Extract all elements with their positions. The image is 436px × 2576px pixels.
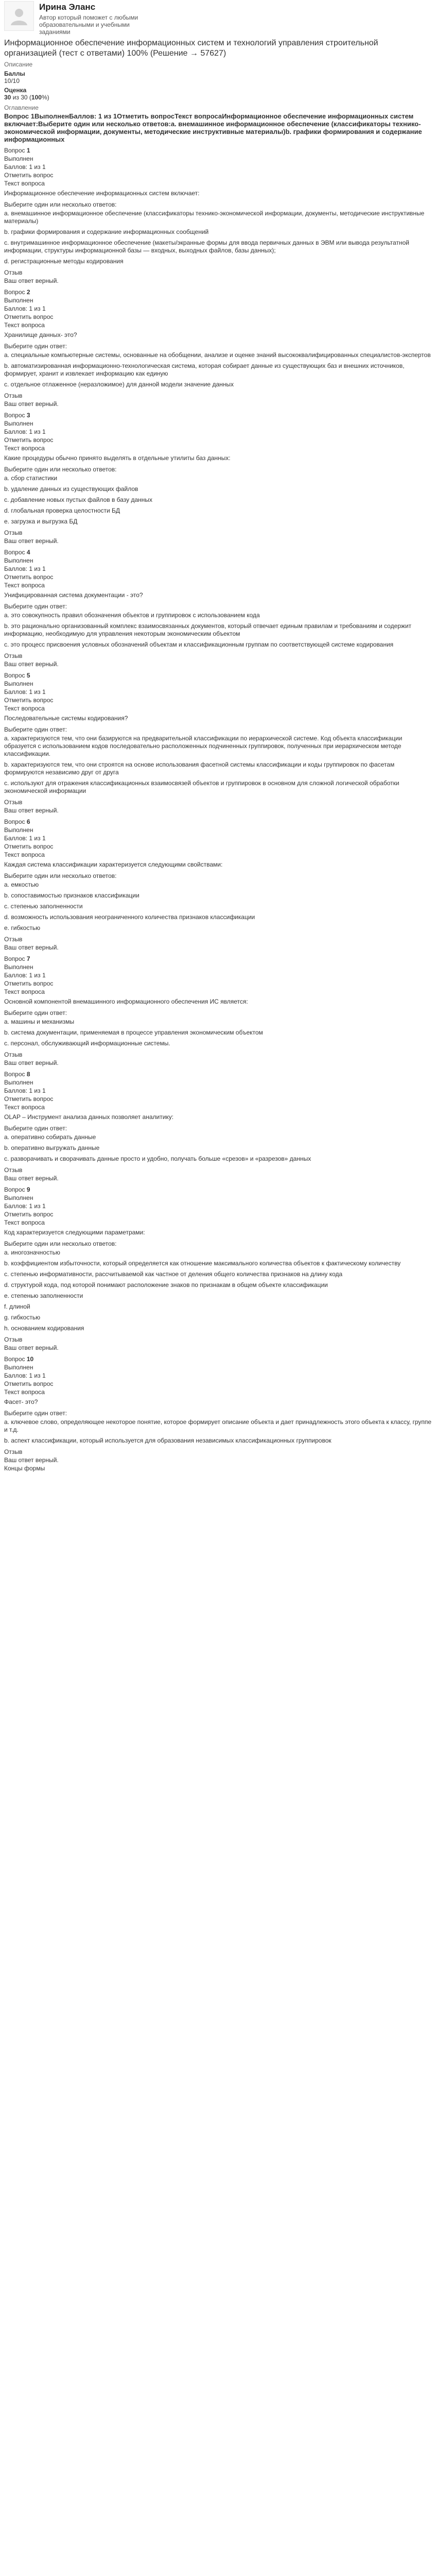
- feedback-text: Ваш ответ верный.: [4, 1175, 59, 1182]
- flag-question-link[interactable]: Отметить вопрос: [4, 172, 54, 179]
- question-number-label: Вопрос: [4, 818, 27, 825]
- answer-option[interactable]: c. внутримашинное информационное обеспечение (макеты/экранные формы для ввода первичных данных в ЭВМ или вывода результатной информации, структуры информационной базы — входных, выходных файлов, базы данных);: [4, 239, 409, 254]
- grade-value: 30 из 30 (100%): [4, 94, 49, 101]
- user-icon: [9, 6, 29, 26]
- answer-option[interactable]: d. глобальная проверка целостности БД: [4, 507, 120, 514]
- question-points: Баллов: 1 из 1: [4, 1372, 46, 1379]
- question-text-label: Текст вопроса: [4, 1104, 45, 1111]
- question-block: [4, 146, 432, 285]
- answer-prompt: Выберите один ответ:: [4, 1009, 67, 1016]
- question-text: Каждая система классификации характеризуется следующими свойствами:: [4, 861, 223, 868]
- question-block: [4, 1185, 432, 1352]
- question-text-label: Текст вопроса: [4, 1388, 45, 1396]
- question-points: Баллов: 1 из 1: [4, 835, 46, 842]
- feedback-label: Отзыв: [4, 799, 23, 806]
- toc-label: Оглавление: [4, 104, 39, 111]
- answer-option[interactable]: c. разворачивать и сворачивать данные просто и удобно, получать больше «срезов» и «разрезов» данных: [4, 1155, 311, 1162]
- question-text: Какие процедуры обычно принято выделять в отдельные утилиты баз данных:: [4, 454, 231, 462]
- question-block: [4, 955, 432, 1067]
- feedback-text: Ваш ответ верный.: [4, 660, 59, 668]
- answer-option[interactable]: a. емкостью: [4, 881, 39, 888]
- answer-option[interactable]: c. это процесс присвоения условных обозначений объектам и классификационным группам по соответствующей системе кодирования: [4, 641, 394, 648]
- question-number: [4, 1355, 432, 1363]
- answer-option[interactable]: b. сопоставимостью признаков классификации: [4, 892, 139, 899]
- answer-option[interactable]: b. система документации, применяемая в процессе управления экономическим объектом: [4, 1029, 263, 1036]
- question-status: Выполнен: [4, 420, 33, 427]
- question-points: Баллов: 1 из 1: [4, 565, 46, 572]
- question-status: Выполнен: [4, 1194, 33, 1201]
- question-number-value: 1: [26, 147, 30, 154]
- question-text-label: Текст вопроса: [4, 851, 45, 858]
- answer-prompt: Выберите один или несколько ответов:: [4, 466, 117, 473]
- answer-option[interactable]: a. оперативно собирать данные: [4, 1133, 96, 1141]
- question-block: [4, 818, 432, 952]
- question-number: [4, 818, 432, 826]
- question-text-label: Текст вопроса: [4, 705, 45, 712]
- answer-option[interactable]: b. это рационально организованный комплекс взаимосвязанных документов, который отвечает единым правилам и требованиям и содержит информацию, необходимую для управления некоторым экономическим объектом: [4, 622, 412, 637]
- question-number-label: Вопрос: [4, 955, 27, 962]
- answer-option[interactable]: d. возможность использования неограниченного количества признаков классификации: [4, 913, 255, 921]
- question-text-label: Текст вопроса: [4, 180, 45, 187]
- question-text: Последовательные системы кодирования?: [4, 715, 128, 722]
- answer-option[interactable]: c. степенью информативности, рассчитываемой как частное от деления общего количества признаков на длину кода: [4, 1270, 343, 1278]
- question-number: [4, 548, 432, 556]
- answer-option[interactable]: a. ключевое слово, определяющее некоторое понятие, которое формирует описание объекта и дает принадлежность этого объекта к классу, группе и т.д.: [4, 1418, 432, 1433]
- answer-prompt: Выберите один ответ:: [4, 1410, 67, 1417]
- question-text-label: Текст вопроса: [4, 1219, 45, 1226]
- score-value: 10/10: [4, 77, 20, 84]
- question-number-value: 7: [26, 955, 30, 962]
- answer-option[interactable]: b. оперативно выгружать данные: [4, 1144, 100, 1151]
- question-number-label: Вопрос: [4, 412, 27, 419]
- flag-question-link[interactable]: Отметить вопрос: [4, 313, 54, 320]
- answer-option[interactable]: b. автоматизированная информационно-технологическая система, которая собирает данные из существующих баз и внешних источников, формирует, хранит и извлекает информацию как единую: [4, 362, 405, 377]
- answer-option[interactable]: c. добавление новых пустых файлов в базу данных: [4, 496, 153, 503]
- question-block: [4, 288, 432, 408]
- feedback-text: Ваш ответ верный.: [4, 277, 59, 284]
- flag-question-link[interactable]: Отметить вопрос: [4, 980, 54, 987]
- question-number-value: 10: [26, 1355, 34, 1363]
- answer-option[interactable]: e. гибкостью: [4, 924, 41, 931]
- question-status: Выполнен: [4, 963, 33, 971]
- question-number: [4, 1185, 432, 1194]
- question-number-label: Вопрос: [4, 147, 27, 154]
- flag-question-link[interactable]: Отметить вопрос: [4, 843, 54, 850]
- question-status: Выполнен: [4, 680, 33, 687]
- answer-option[interactable]: h. основанием кодирования: [4, 1325, 84, 1332]
- question-number-value: 5: [26, 672, 30, 679]
- question-number: [4, 146, 432, 155]
- question-number-label: Вопрос: [4, 549, 27, 556]
- question-block: [4, 671, 432, 815]
- question-block: [4, 1070, 432, 1182]
- author-block: [4, 0, 432, 34]
- question-points: Баллов: 1 из 1: [4, 1202, 46, 1210]
- question-text-label: Текст вопроса: [4, 321, 45, 329]
- answer-prompt: Выберите один или несколько ответов:: [4, 872, 117, 879]
- question-number-value: 9: [26, 1186, 30, 1193]
- question-points: Баллов: 1 из 1: [4, 688, 46, 696]
- question-number-value: 6: [26, 818, 30, 825]
- page-title: Информационное обеспечение информационных систем и технологий управления строительной организацией (тест с ответами) 100% (Решение → 57627): [4, 39, 378, 58]
- answer-option[interactable]: b. удаление данных из существующих файлов: [4, 485, 138, 493]
- question-text: Хранилище данных- это?: [4, 331, 77, 338]
- answer-option[interactable]: b. графики формирования и содержание информационных сообщений: [4, 228, 209, 235]
- description-label: Описание: [4, 61, 33, 68]
- feedback-label: Отзыв: [4, 936, 23, 943]
- feedback-label: Отзыв: [4, 1166, 23, 1174]
- question-number-value: 8: [26, 1071, 30, 1078]
- question-number: [4, 1070, 432, 1078]
- flag-question-link[interactable]: Отметить вопрос: [4, 436, 54, 444]
- flag-question-link[interactable]: Отметить вопрос: [4, 573, 54, 581]
- question-number: [4, 671, 432, 680]
- flag-question-link[interactable]: Отметить вопрос: [4, 1095, 54, 1103]
- question-status: Выполнен: [4, 297, 33, 304]
- question-block: [4, 411, 432, 545]
- question-status: Выполнен: [4, 1364, 33, 1371]
- footer-text: Концы формы: [4, 1465, 45, 1472]
- question-text: Унифицированная система документации - это?: [4, 591, 143, 599]
- question-text-label: Текст вопроса: [4, 988, 45, 995]
- feedback-text: Ваш ответ верный.: [4, 1344, 59, 1351]
- question-block: [4, 548, 432, 668]
- answer-option[interactable]: g. гибкостью: [4, 1314, 41, 1321]
- question-status: Выполнен: [4, 155, 33, 162]
- feedback-text: Ваш ответ верный.: [4, 1456, 59, 1464]
- question-text: Информационное обеспечение информационных систем включает:: [4, 190, 200, 197]
- author-info: [39, 1, 152, 36]
- question-status: Выполнен: [4, 1079, 33, 1086]
- question-points: Баллов: 1 из 1: [4, 972, 46, 979]
- answer-option[interactable]: a. специальные компьютерные системы, основанные на обобщении, анализе и оценке знаний высококвалифицированных специалистов-экспертов: [4, 351, 431, 359]
- answer-option[interactable]: a. это совокупность правил обозначения объектов и группировок с использованием кода: [4, 612, 260, 619]
- question-number-label: Вопрос: [4, 1071, 27, 1078]
- question-text-label: Текст вопроса: [4, 445, 45, 452]
- score-label: Баллы: [4, 70, 25, 77]
- answer-option[interactable]: b. коэффициентом избыточности, который определяется как отношение максимального количества объектов к фактическому количеству: [4, 1260, 401, 1267]
- answer-option[interactable]: d. структурой кода, под которой понимают расположение знаков по признакам в общем объекте классификации: [4, 1281, 328, 1289]
- answer-prompt: Выберите один ответ:: [4, 1125, 67, 1132]
- answer-option[interactable]: b. аспект классификации, который используется для образования независимых классификационных группировок: [4, 1437, 332, 1444]
- answer-option[interactable]: a. внемашинное информационное обеспечение (классификаторы технико-экономической информации, документы, методические инструктивные материалы): [4, 210, 425, 225]
- feedback-label: Отзыв: [4, 1051, 23, 1058]
- question-number: [4, 411, 432, 419]
- feedback-text: Ваш ответ верный.: [4, 807, 59, 814]
- feedback-label: Отзыв: [4, 652, 23, 659]
- answer-option[interactable]: f. длиной: [4, 1303, 30, 1310]
- answer-prompt: Выберите один ответ:: [4, 603, 67, 610]
- answer-prompt: Выберите один ответ:: [4, 343, 67, 350]
- question-number: [4, 955, 432, 963]
- question-number-value: 2: [26, 289, 30, 296]
- question-list: [4, 146, 432, 1464]
- question-points: Баллов: 1 из 1: [4, 1087, 46, 1094]
- question-number: [4, 288, 432, 296]
- flag-question-link[interactable]: Отметить вопрос: [4, 1380, 54, 1387]
- question-status: Выполнен: [4, 826, 33, 834]
- answer-option[interactable]: d. регистрационные методы кодирования: [4, 258, 124, 265]
- question-number-value: 3: [26, 412, 30, 419]
- feedback-label: Отзыв: [4, 1448, 23, 1455]
- answer-option[interactable]: c. степенью заполненности: [4, 903, 83, 910]
- question-points: Баллов: 1 из 1: [4, 163, 46, 171]
- answer-option[interactable]: c. используют для отражения классификационных взаимосвязей объектов и группировок в основном для сложной логической обработки экономической информации: [4, 779, 399, 794]
- feedback-label: Отзыв: [4, 269, 23, 276]
- question-block: [4, 1355, 432, 1464]
- answer-option[interactable]: a. характеризуются тем, что они базируются на предварительной классификации по иерархической системе. Код объекта классификации образуется с использованием кодов последовательно расположенных подчиненных группировок, полученных при иерархическом методе классификации.: [4, 735, 403, 757]
- question-status: Выполнен: [4, 557, 33, 564]
- question-text: Основной компонентой внемашинного информационного обеспечения ИС является:: [4, 998, 248, 1005]
- question-number-value: 4: [26, 549, 30, 556]
- flag-question-link[interactable]: Отметить вопрос: [4, 697, 54, 704]
- question-points: Баллов: 1 из 1: [4, 428, 46, 435]
- question-number-label: Вопрос: [4, 1186, 27, 1193]
- question-text: OLAP – Инструмент анализа данных позволяет аналитику:: [4, 1113, 174, 1121]
- feedback-text: Ваш ответ верный.: [4, 1059, 59, 1066]
- answer-option[interactable]: c. отдельное отлаженное (неразложимое) для данной модели значение данных: [4, 381, 234, 388]
- answer-prompt: Выберите один или несколько ответов:: [4, 1240, 117, 1247]
- feedback-label: Отзыв: [4, 1336, 23, 1343]
- flag-question-link[interactable]: Отметить вопрос: [4, 1211, 54, 1218]
- answer-option[interactable]: b. характеризуются тем, что они строятся на основе использования фасетной системы классификации и коды группировок по фасетам формируются независимо друг от друга: [4, 761, 395, 776]
- question-number-label: Вопрос: [4, 672, 27, 679]
- author-description: Автор который поможет с любыми образовательными и учебными заданиями: [39, 14, 138, 36]
- question-text: Код характеризуется следующими параметрами:: [4, 1229, 145, 1236]
- feedback-text: Ваш ответ верный.: [4, 400, 59, 408]
- answer-option[interactable]: a. машины и механизмы: [4, 1018, 75, 1025]
- answer-option[interactable]: a. сбор статистики: [4, 474, 58, 482]
- question-text: Фасет- это?: [4, 1398, 38, 1405]
- question-points: Баллов: 1 из 1: [4, 305, 46, 312]
- answer-option[interactable]: e. степенью заполненности: [4, 1292, 83, 1299]
- question-number-label: Вопрос: [4, 289, 27, 296]
- grade-label: Оценка: [4, 87, 27, 94]
- question-number-label: Вопрос: [4, 1355, 27, 1363]
- answer-option[interactable]: e. загрузка и выгрузка БД: [4, 518, 78, 525]
- answer-prompt: Выберите один ответ:: [4, 726, 67, 733]
- feedback-text: Ваш ответ верный.: [4, 944, 59, 951]
- answer-option[interactable]: a. иногозначностью: [4, 1249, 60, 1256]
- feedback-label: Отзыв: [4, 529, 23, 536]
- author-name[interactable]: Ирина Эланс: [39, 2, 96, 12]
- answer-prompt: Выберите один или несколько ответов:: [4, 201, 117, 208]
- feedback-label: Отзыв: [4, 392, 23, 399]
- feedback-text: Ваш ответ верный.: [4, 537, 59, 545]
- question-text-label: Текст вопроса: [4, 582, 45, 589]
- avatar: [4, 1, 34, 31]
- answer-option[interactable]: c. персонал, обслуживающий информационные системы.: [4, 1040, 170, 1047]
- summary-heading: Вопрос 1ВыполненБаллов: 1 из 1Отметить вопросТекст вопросаИнформационное обеспечение информационных систем включает:Выберите один или несколько ответов:a. внемашинное информационное обеспечение (классификаторы технико-экономической информации, документы, методические инструктивные материалы)b. графики формирования и содержание информационных: [4, 112, 422, 143]
